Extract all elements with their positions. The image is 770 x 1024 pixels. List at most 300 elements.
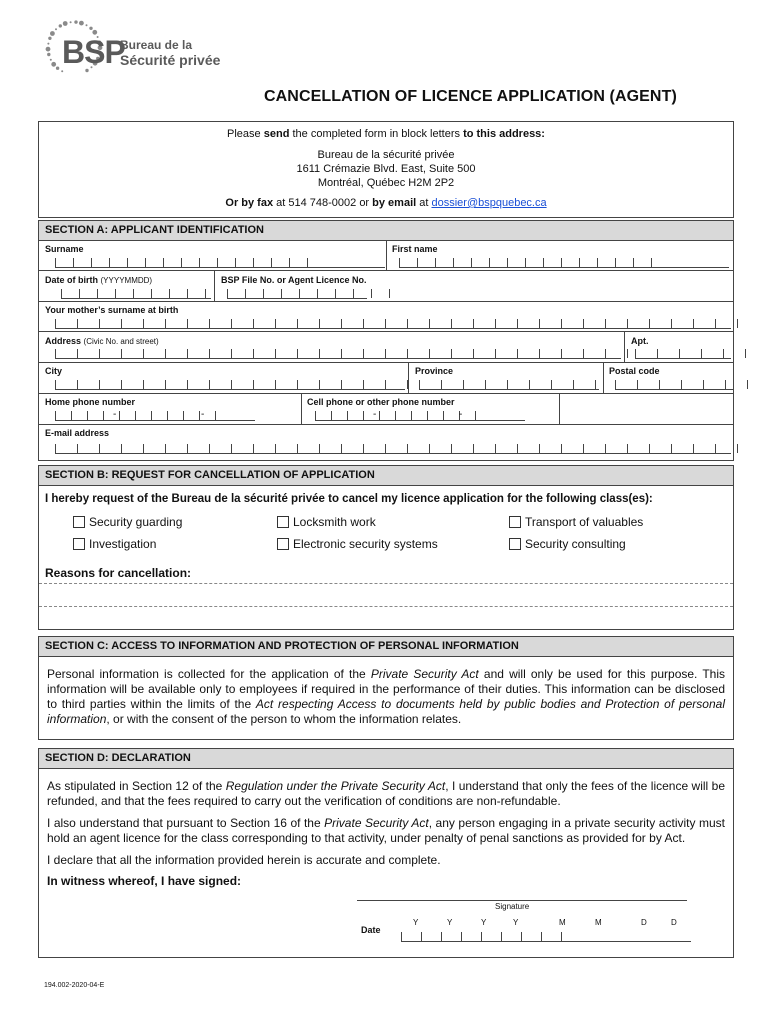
intro-to: to this address: <box>463 128 545 140</box>
privacy-p2: and will only be used for this purpose. This information will be available only to employees if required in the performance of their duties. This information can be disclosed to third parties within the limits of the <box>47 667 725 711</box>
tick-mark <box>715 444 716 453</box>
tick-mark <box>627 349 628 358</box>
surname-label: Surname <box>45 244 84 254</box>
tick-mark <box>253 444 254 453</box>
tick-mark <box>747 380 748 389</box>
tick-mark <box>615 258 616 267</box>
tick-mark <box>473 349 474 358</box>
tick-mark <box>421 932 422 941</box>
section-b-heading: SECTION B: REQUEST FOR CANCELLATION OF APPLICATION <box>39 466 733 486</box>
tick-mark <box>151 411 152 420</box>
tick-mark <box>297 380 298 389</box>
logo-dot <box>47 53 50 56</box>
tick-mark <box>561 319 562 328</box>
reasons-line-1[interactable] <box>39 583 733 584</box>
tick-mark <box>187 444 188 453</box>
dob-format: (YYYYMMDD) <box>100 276 153 285</box>
tick-mark <box>605 319 606 328</box>
tick-mark <box>451 444 452 453</box>
checkbox[interactable] <box>277 538 289 550</box>
tick-mark <box>725 380 726 389</box>
signature-line[interactable] <box>357 900 687 901</box>
tick-mark <box>99 319 100 328</box>
date-letter: Y <box>513 918 519 927</box>
tick-mark <box>443 411 444 420</box>
dob-text: Date of birth <box>45 275 98 285</box>
tick-mark <box>737 319 738 328</box>
tick-mark <box>187 319 188 328</box>
declaration-paragraph-2 <box>47 816 725 846</box>
declaration-paragraph-3: I declare that all the information provided herein is accurate and complete. <box>47 853 441 867</box>
tick-mark <box>573 380 574 389</box>
tick-mark <box>597 258 598 267</box>
tick-mark <box>561 444 562 453</box>
address-label <box>45 336 159 346</box>
tick-mark <box>579 258 580 267</box>
tick-mark <box>97 289 98 298</box>
tick-mark <box>353 289 354 298</box>
section-c-heading: SECTION C: ACCESS TO INFORMATION AND PROTECTION OF PERSONAL INFORMATION <box>39 637 733 657</box>
tick-mark <box>55 380 56 389</box>
tick-mark <box>253 258 254 267</box>
tick-mark <box>411 411 412 420</box>
class-electronic-security-systems[interactable] <box>277 537 438 551</box>
decl-b2: , any person engaging in a private security activity must hold an agent licence for the class corresponding to that activity, under penalty of penal sanctions as provided for by Act. <box>47 816 725 845</box>
tick-mark <box>723 349 724 358</box>
date-letter: Y <box>481 918 487 927</box>
email-at: at <box>416 197 432 209</box>
cell-phone-field[interactable] <box>315 412 525 421</box>
tick-mark <box>115 289 116 298</box>
tick-mark <box>77 444 78 453</box>
postal-code-label: Postal code <box>609 366 660 376</box>
address-line3: Montréal, Québec H2M 2P2 <box>317 177 455 189</box>
class-security-consulting[interactable] <box>509 537 626 551</box>
tick-mark <box>671 444 672 453</box>
tick-mark <box>451 349 452 358</box>
file-no-field[interactable] <box>227 290 367 299</box>
class-investigation[interactable] <box>73 537 156 551</box>
address-text: Address <box>45 336 82 346</box>
file-no-label: BSP File No. or Agent Licence No. <box>221 275 367 285</box>
tick-mark <box>181 258 182 267</box>
class-label: Security consulting <box>525 537 626 551</box>
tick-mark <box>473 444 474 453</box>
tick-mark <box>461 932 462 941</box>
tick-mark <box>441 932 442 941</box>
logo-dot <box>47 43 49 45</box>
tick-mark <box>489 258 490 267</box>
home-phone-label: Home phone number <box>45 397 136 407</box>
tick-mark <box>451 319 452 328</box>
tick-mark <box>217 258 218 267</box>
tick-mark <box>633 258 634 267</box>
section-c <box>38 636 734 740</box>
class-label: Investigation <box>89 537 157 551</box>
tick-mark <box>399 258 400 267</box>
tick-mark <box>235 258 236 267</box>
apt-label: Apt. <box>631 336 649 346</box>
tick-mark <box>187 380 188 389</box>
logo-dot <box>51 62 56 67</box>
tick-mark <box>275 349 276 358</box>
tick-mark <box>121 444 122 453</box>
tick-mark <box>715 319 716 328</box>
tick-mark <box>231 380 232 389</box>
tick-mark <box>79 289 80 298</box>
class-locksmith-work[interactable] <box>277 515 376 529</box>
tick-mark <box>187 289 188 298</box>
tick-mark <box>427 411 428 420</box>
tick-mark <box>637 380 638 389</box>
tick-mark <box>135 411 136 420</box>
tick-mark <box>231 349 232 358</box>
address-line2: 1611 Crémazie Blvd. East, Suite 500 <box>296 163 476 175</box>
tick-mark <box>385 444 386 453</box>
intro-pre: Please <box>227 128 264 140</box>
fax-label: Or by fax <box>225 197 274 209</box>
section-d <box>38 748 734 958</box>
tick-mark <box>319 349 320 358</box>
tick-mark <box>231 319 232 328</box>
tick-mark <box>441 380 442 389</box>
logo-dot <box>79 21 84 26</box>
tick-mark <box>651 258 652 267</box>
decl-b1: I also understand that pursuant to Section 16 of the <box>47 816 325 830</box>
tick-mark <box>657 349 658 358</box>
checkbox[interactable] <box>509 538 521 550</box>
checkbox[interactable] <box>277 516 289 528</box>
tick-mark <box>561 932 562 941</box>
tick-mark <box>209 319 210 328</box>
logo-line2: Sécurité privée <box>120 52 221 68</box>
tick-mark <box>539 444 540 453</box>
tick-mark <box>209 380 210 389</box>
tick-mark <box>363 380 364 389</box>
tick-mark <box>543 258 544 267</box>
tick-mark <box>703 380 704 389</box>
address-box <box>38 121 734 218</box>
checkbox[interactable] <box>73 516 85 528</box>
tick-mark <box>77 380 78 389</box>
tick-mark <box>429 349 430 358</box>
tick-mark <box>215 411 216 420</box>
address-line1: Bureau de la sécurité privée <box>317 149 455 161</box>
tick-mark <box>167 411 168 420</box>
logo-dot <box>50 59 52 61</box>
tick-mark <box>55 411 56 420</box>
section-a <box>38 220 734 461</box>
email-label-a: E-mail address <box>45 428 110 438</box>
tick-mark <box>521 932 522 941</box>
tick-mark <box>281 289 282 298</box>
logo-line1: Bureau de la <box>120 38 193 52</box>
home-phone-field[interactable] <box>55 412 255 421</box>
tick-mark <box>187 349 188 358</box>
tick-mark <box>143 444 144 453</box>
declaration-paragraph-1 <box>47 779 725 809</box>
tick-mark <box>253 349 254 358</box>
tick-mark <box>335 289 336 298</box>
tick-mark <box>407 349 408 358</box>
tick-mark <box>121 349 122 358</box>
tick-mark <box>627 444 628 453</box>
tick-mark <box>165 380 166 389</box>
privacy-p3: , or with the consent of the person to whom the information relates. <box>106 712 462 726</box>
reasons-line-2[interactable] <box>39 606 733 607</box>
class-transport-of-valuables[interactable] <box>509 515 643 529</box>
tick-mark <box>363 319 364 328</box>
section-d-heading: SECTION D: DECLARATION <box>39 749 733 769</box>
class-label: Locksmith work <box>293 515 376 529</box>
cell-phone-dash1: - <box>373 409 377 420</box>
logo-dot <box>48 37 51 40</box>
tick-mark <box>61 289 62 298</box>
tick-mark <box>407 319 408 328</box>
tick-mark <box>289 258 290 267</box>
tick-mark <box>183 411 184 420</box>
tick-mark <box>745 349 746 358</box>
tick-mark <box>55 319 56 328</box>
tick-mark <box>525 258 526 267</box>
tick-mark <box>71 411 72 420</box>
privacy-p2-italic: Act respecting Access to documents held by public bodies and Protection of personal information <box>47 697 725 726</box>
tick-mark <box>429 319 430 328</box>
tick-mark <box>297 349 298 358</box>
tick-mark <box>73 258 74 267</box>
tick-mark <box>145 258 146 267</box>
tick-mark <box>363 411 364 420</box>
date-letter: M <box>595 918 602 927</box>
tick-mark <box>389 289 390 298</box>
tick-mark <box>507 380 508 389</box>
decl-b1-italic: Private Security Act <box>324 816 429 830</box>
tick-mark <box>627 319 628 328</box>
tick-mark <box>693 319 694 328</box>
tick-mark <box>127 258 128 267</box>
privacy-p1-italic: Private Security Act <box>370 667 479 681</box>
tick-mark <box>315 411 316 420</box>
address-sub: (Civic No. and street) <box>83 337 159 346</box>
tick-mark <box>649 319 650 328</box>
tick-mark <box>679 349 680 358</box>
first-name-field[interactable] <box>399 259 729 268</box>
tick-mark <box>401 932 402 941</box>
checkbox[interactable] <box>73 538 85 550</box>
tick-mark <box>417 258 418 267</box>
class-label: Security guarding <box>89 515 183 529</box>
date-letter: Y <box>413 918 419 927</box>
tick-mark <box>319 380 320 389</box>
tick-mark <box>481 932 482 941</box>
tick-mark <box>341 444 342 453</box>
date-letter: Y <box>447 918 453 927</box>
logo-dot <box>86 24 88 26</box>
email-link[interactable]: dossier@bspquebec.ca <box>431 197 547 209</box>
logo-dot <box>56 67 59 70</box>
tick-mark <box>169 289 170 298</box>
tick-mark <box>649 444 650 453</box>
tick-mark <box>245 289 246 298</box>
tick-mark <box>209 444 210 453</box>
tick-mark <box>341 319 342 328</box>
logo-dot <box>59 24 62 27</box>
decl-a1: As stipulated in Section 12 of the <box>47 779 226 793</box>
tick-mark <box>495 444 496 453</box>
tick-mark <box>605 349 606 358</box>
tick-mark <box>583 319 584 328</box>
fax-email-line <box>39 197 733 209</box>
privacy-p1: Personal information is collected for the application of the <box>47 667 371 681</box>
tick-mark <box>363 349 364 358</box>
logo-dot <box>70 21 72 23</box>
tick-mark <box>151 289 152 298</box>
witness-text: In witness whereof, I have signed: <box>47 874 242 888</box>
logo-dot <box>50 31 55 36</box>
email-label: by email <box>372 197 417 209</box>
city-field[interactable] <box>55 381 405 390</box>
tick-mark <box>199 258 200 267</box>
tick-mark <box>501 932 502 941</box>
tick-mark <box>419 380 420 389</box>
home-phone-dash2: - <box>201 409 205 420</box>
tick-mark <box>407 444 408 453</box>
tick-mark <box>119 411 120 420</box>
tick-mark <box>109 258 110 267</box>
date-letter: D <box>641 918 647 927</box>
tick-mark <box>693 444 694 453</box>
checkbox[interactable] <box>509 516 521 528</box>
tick-mark <box>507 258 508 267</box>
date-field[interactable] <box>401 933 691 942</box>
decl-a1-italic: Regulation under the Private Security Act <box>225 779 446 793</box>
tick-mark <box>275 319 276 328</box>
tick-mark <box>561 349 562 358</box>
tick-mark <box>99 349 100 358</box>
request-text: I hereby request of the Bureau de la sécurité privée to cancel my licence application for the following class(es): <box>45 493 653 505</box>
tick-mark <box>517 319 518 328</box>
logo-dot <box>74 20 77 23</box>
home-phone-dash1: - <box>113 409 117 420</box>
tick-mark <box>495 349 496 358</box>
tick-mark <box>317 289 318 298</box>
tick-mark <box>551 380 552 389</box>
tick-mark <box>55 258 56 267</box>
logo-dot <box>55 28 57 30</box>
decl-a2: , I understand that only the fees of the licence will be refunded, and that the fees required to carry out the verification of conditions are non-refundable. <box>47 779 725 808</box>
tick-mark <box>199 411 200 420</box>
tick-mark <box>517 444 518 453</box>
tick-mark <box>475 411 476 420</box>
postal-code-field[interactable] <box>615 381 733 390</box>
tick-mark <box>165 444 166 453</box>
tick-mark <box>133 289 134 298</box>
tick-mark <box>143 380 144 389</box>
tick-mark <box>659 380 660 389</box>
tick-mark <box>429 444 430 453</box>
tick-mark <box>681 380 682 389</box>
tick-mark <box>143 349 144 358</box>
dob-label <box>45 275 152 285</box>
surname-field[interactable] <box>55 259 385 268</box>
tick-mark <box>209 349 210 358</box>
tick-mark <box>485 380 486 389</box>
tick-mark <box>615 380 616 389</box>
logo-dot <box>89 27 92 30</box>
tick-mark <box>271 258 272 267</box>
tick-mark <box>77 349 78 358</box>
tick-mark <box>299 289 300 298</box>
tick-mark <box>453 258 454 267</box>
class-label: Transport of valuables <box>525 515 644 529</box>
tick-mark <box>205 289 206 298</box>
privacy-paragraph <box>47 667 725 727</box>
tick-mark <box>371 289 372 298</box>
tick-mark <box>539 319 540 328</box>
province-field[interactable] <box>419 381 599 390</box>
tick-mark <box>227 289 228 298</box>
tick-mark <box>307 258 308 267</box>
tick-mark <box>561 258 562 267</box>
tick-mark <box>495 319 496 328</box>
tick-mark <box>55 444 56 453</box>
tick-mark <box>275 380 276 389</box>
bsp-logo <box>44 16 234 80</box>
tick-mark <box>671 319 672 328</box>
date-letter: D <box>671 918 677 927</box>
tick-mark <box>163 258 164 267</box>
tick-mark <box>539 349 540 358</box>
tick-mark <box>341 349 342 358</box>
class-security-guarding[interactable] <box>73 515 182 529</box>
mother-surname-field[interactable] <box>55 320 731 329</box>
tick-mark <box>737 444 738 453</box>
tick-mark <box>275 444 276 453</box>
cell-phone-dash2: - <box>459 409 463 420</box>
date-letter: M <box>559 918 566 927</box>
dob-field[interactable] <box>61 290 211 299</box>
intro-send: send <box>263 128 290 140</box>
logo-dot <box>63 21 68 26</box>
class-label: Electronic security systems <box>293 537 438 551</box>
tick-mark <box>55 349 56 358</box>
tick-mark <box>103 411 104 420</box>
date-label: Date <box>361 925 381 935</box>
tick-mark <box>263 289 264 298</box>
tick-mark <box>701 349 702 358</box>
tick-mark <box>341 380 342 389</box>
apt-field[interactable] <box>635 350 731 359</box>
tick-mark <box>541 932 542 941</box>
form-number: 194.002-2020-04-E <box>44 982 105 989</box>
email-field[interactable] <box>55 445 731 454</box>
document-title: CANCELLATION OF LICENCE APPLICATION (AGENT) <box>264 88 677 105</box>
address-field[interactable] <box>55 350 621 359</box>
tick-mark <box>253 319 254 328</box>
tick-mark <box>99 380 100 389</box>
section-b <box>38 465 734 630</box>
cell-phone-label: Cell phone or other phone number <box>307 397 455 407</box>
tick-mark <box>297 319 298 328</box>
tick-mark <box>363 444 364 453</box>
tick-mark <box>165 349 166 358</box>
tick-mark <box>435 258 436 267</box>
tick-mark <box>385 319 386 328</box>
tick-mark <box>91 258 92 267</box>
logo-bsp-text: BSP <box>62 34 125 70</box>
tick-mark <box>347 411 348 420</box>
tick-mark <box>331 411 332 420</box>
